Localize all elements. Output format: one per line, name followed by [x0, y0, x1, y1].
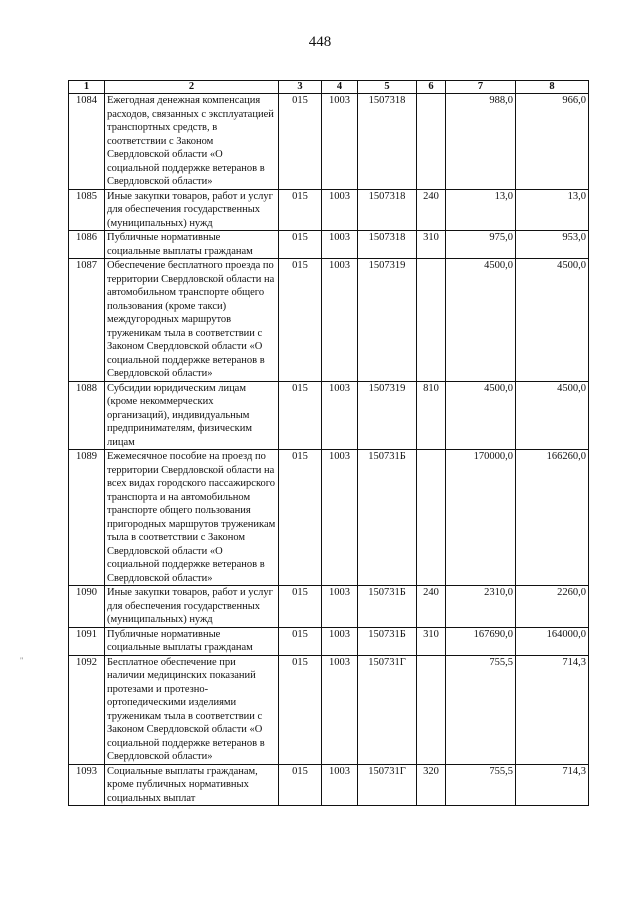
amount-col7: 13,0 — [446, 189, 516, 231]
expense-type-code: 240 — [417, 189, 446, 231]
ministry-code: 015 — [279, 94, 322, 190]
expense-type-code — [417, 450, 446, 586]
ministry-code: 015 — [279, 450, 322, 586]
row-number: 1088 — [69, 381, 105, 450]
target-code: 150731Б — [358, 627, 417, 655]
amount-col8: 4500,0 — [516, 259, 589, 382]
amount-col8: 4500,0 — [516, 381, 589, 450]
section-code: 1003 — [322, 627, 358, 655]
row-number: 1091 — [69, 627, 105, 655]
table-row — [69, 259, 589, 382]
row-description: Публичные нормативные социальные выплаты гражданам — [105, 627, 279, 655]
expense-type-code: 320 — [417, 764, 446, 806]
table-row — [69, 627, 589, 655]
section-code: 1003 — [322, 655, 358, 764]
expense-type-code: 310 — [417, 231, 446, 259]
amount-col8: 966,0 — [516, 94, 589, 190]
ministry-code: 015 — [279, 655, 322, 764]
ministry-code: 015 — [279, 764, 322, 806]
row-description: Ежемесячное пособие на проезд по территории Свердловской области на всех видах городского пассажирского транспорта и на автомобильном транспорте общего пользования пригородных маршрутов труженикам тыла в соответствии с Законом Свердловской области «О социальной поддержке ветеранов в Свердловской области» — [105, 450, 279, 586]
amount-col7: 755,5 — [446, 655, 516, 764]
section-code: 1003 — [322, 231, 358, 259]
amount-col8: 714,3 — [516, 655, 589, 764]
amount-col8: 166260,0 — [516, 450, 589, 586]
target-code: 1507318 — [358, 189, 417, 231]
amount-col8: 953,0 — [516, 231, 589, 259]
table-row — [69, 655, 589, 764]
row-description: Бесплатное обеспечение при наличии медицинских показаний протезами и протезно-ортопедическими изделиями труженикам тыла в соответствии с Законом Свердловской области «О социальной поддержке ветеранов в Свердловской области» — [105, 655, 279, 764]
budget-table — [68, 80, 589, 806]
section-code: 1003 — [322, 450, 358, 586]
row-description: Социальные выплаты гражданам, кроме публичных нормативных социальных выплат — [105, 764, 279, 806]
row-number: 1084 — [69, 94, 105, 190]
amount-col7: 975,0 — [446, 231, 516, 259]
expense-type-code: 240 — [417, 586, 446, 628]
amount-col8: 2260,0 — [516, 586, 589, 628]
target-code: 150731Б — [358, 450, 417, 586]
section-code: 1003 — [322, 259, 358, 382]
expense-type-code — [417, 94, 446, 190]
section-code: 1003 — [322, 94, 358, 190]
ministry-code: 015 — [279, 381, 322, 450]
row-description: Обеспечение бесплатного проезда по территории Свердловской области на автомобильном транспорте общего пользования (кроме такси) междугородных маршрутов труженикам тыла в соответствии с Законом Свердловской области «О социальной поддержке ветеранов в Свердловской области» — [105, 259, 279, 382]
table-row — [69, 189, 589, 231]
amount-col7: 2310,0 — [446, 586, 516, 628]
target-code: 150731Г — [358, 764, 417, 806]
column-header-7: 7 — [446, 81, 516, 94]
expense-type-code — [417, 655, 446, 764]
amount-col7: 167690,0 — [446, 627, 516, 655]
column-header-2: 2 — [105, 81, 279, 94]
amount-col8: 164000,0 — [516, 627, 589, 655]
expense-type-code: 310 — [417, 627, 446, 655]
ministry-code: 015 — [279, 259, 322, 382]
row-number: 1092 — [69, 655, 105, 764]
amount-col8: 714,3 — [516, 764, 589, 806]
target-code: 150731Г — [358, 655, 417, 764]
column-header-8: 8 — [516, 81, 589, 94]
section-code: 1003 — [322, 381, 358, 450]
table-row — [69, 764, 589, 806]
row-number: 1085 — [69, 189, 105, 231]
amount-col7: 170000,0 — [446, 450, 516, 586]
column-header-5: 5 — [358, 81, 417, 94]
row-number: 1090 — [69, 586, 105, 628]
target-code: 1507319 — [358, 259, 417, 382]
ministry-code: 015 — [279, 586, 322, 628]
target-code: 150731Б — [358, 586, 417, 628]
expense-type-code — [417, 259, 446, 382]
amount-col7: 988,0 — [446, 94, 516, 190]
amount-col7: 4500,0 — [446, 381, 516, 450]
amount-col7: 755,5 — [446, 764, 516, 806]
header-row — [69, 81, 589, 94]
amount-col7: 4500,0 — [446, 259, 516, 382]
column-header-1: 1 — [69, 81, 105, 94]
row-number: 1087 — [69, 259, 105, 382]
ministry-code: 015 — [279, 231, 322, 259]
row-description: Публичные нормативные социальные выплаты гражданам — [105, 231, 279, 259]
table-row — [69, 586, 589, 628]
section-code: 1003 — [322, 586, 358, 628]
ministry-code: 015 — [279, 189, 322, 231]
table-row — [69, 450, 589, 586]
row-description: Субсидии юридическим лицам (кроме некоммерческих организаций), индивидуальным предпринимателям, физическим лицам — [105, 381, 279, 450]
expense-type-code: 810 — [417, 381, 446, 450]
row-number: 1093 — [69, 764, 105, 806]
row-number: 1089 — [69, 450, 105, 586]
row-number: 1086 — [69, 231, 105, 259]
margin-mark: " — [20, 656, 24, 665]
ministry-code: 015 — [279, 627, 322, 655]
amount-col8: 13,0 — [516, 189, 589, 231]
section-code: 1003 — [322, 189, 358, 231]
row-description: Иные закупки товаров, работ и услуг для обеспечения государственных (муниципальных) нужд — [105, 189, 279, 231]
target-code: 1507318 — [358, 94, 417, 190]
page-number: 448 — [308, 34, 332, 50]
column-header-3: 3 — [279, 81, 322, 94]
table-row — [69, 94, 589, 190]
section-code: 1003 — [322, 764, 358, 806]
table-row — [69, 231, 589, 259]
row-description: Ежегодная денежная компенсация расходов, связанных с эксплуатацией транспортных средств, в соответствии с Законом Свердловской области «О социальной поддержке ветеранов в Свердловской области» — [105, 94, 279, 190]
column-header-4: 4 — [322, 81, 358, 94]
row-description: Иные закупки товаров, работ и услуг для обеспечения государственных (муниципальных) нужд — [105, 586, 279, 628]
table-row — [69, 381, 589, 450]
target-code: 1507319 — [358, 381, 417, 450]
column-header-6: 6 — [417, 81, 446, 94]
target-code: 1507318 — [358, 231, 417, 259]
